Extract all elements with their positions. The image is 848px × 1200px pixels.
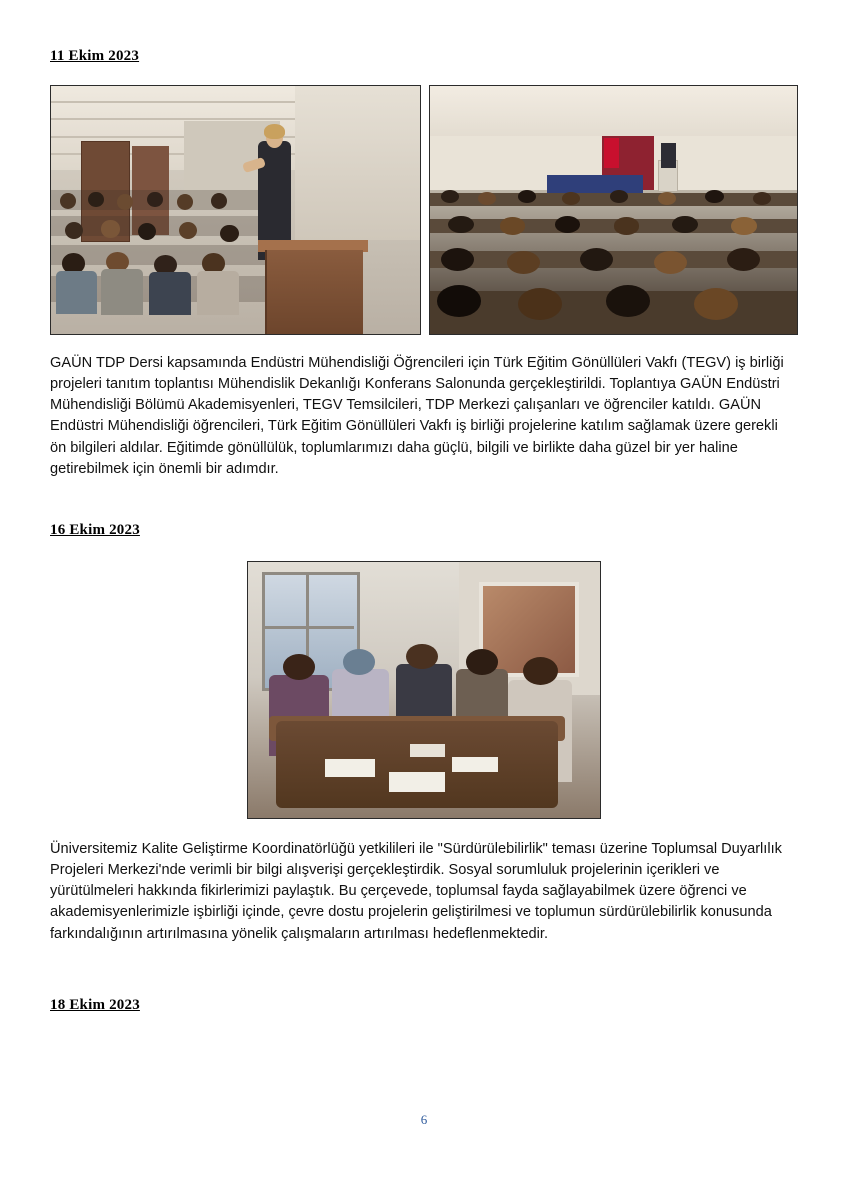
date-heading-3: 18 Ekim 2023 [50,996,140,1013]
paragraph-1: GAÜN TDP Dersi kapsamında Endüstri Mühendisliği Öğrencileri için Türk Eğitim Gönüllüleri Vakfı (TEGV) iş birliği projeleri tanıtım toplantısı Mühendislik Dekanlığı Konferans Salonunda gerçekleştirildi. Toplantıya GAÜN Endüstri Mühendisliği Bölümü Akademisyenleri, TEGV Temsilcileri, TDP Merkezi çalışanları ve öğrenciler katıldı. GAÜN Endüstri Mühendisliği öğrencileri, Türk Eğitim Gönüllüleri Vakfı iş birliği projelerine katılım sağlamak üzere gerekli ön bilgileri aldılar. Eğitimde gönüllülük, toplumlarımızı daha güçlü, bilgili ve birlikte daha güzel bir yer haline getirebilmek için önemli bir adımdır. [50,355,784,477]
section-11-ekim-2023 [50,48,798,480]
photo-row-1 [50,85,798,335]
section-18-ekim-2023 [50,997,798,1014]
paragraph-2: Üniversitemiz Kalite Geliştirme Koordinatörlüğü yetkilileri ile "Sürdürülebilirlik" teması üzerine Toplumsal Duyarlılık Projeleri Merkezi'nde verimli bir bilgi alışverişi gerçekleştirdik. Sosyal sorumluluk projelerinin içerikleri ve yürütülmeleri hakkında fikirlerimizi paylaştık. Bu çerçevede, toplumsal fayda sağlayabilmek üzere öğrenci ve akademisyenlerimizle işbirliği içinde, çevre dostu projelerin geliştirilmesi ve toplumun sürdürülebilirlik konusunda farkındalığının artırılmasına yönelik çalışmaların artırılması hedeflenmektedir. [50,840,782,942]
date-heading-2: 16 Ekim 2023 [50,521,140,538]
lecture-hall-speaker-photo [50,85,421,335]
photo-row-2 [50,561,798,819]
section-16-ekim-2023 [50,522,798,945]
page-number: 6 [420,1112,428,1127]
meeting-table-photo [247,561,601,819]
date-heading-1: 11 Ekim 2023 [50,48,140,64]
conference-hall-audience-photo [429,85,798,335]
